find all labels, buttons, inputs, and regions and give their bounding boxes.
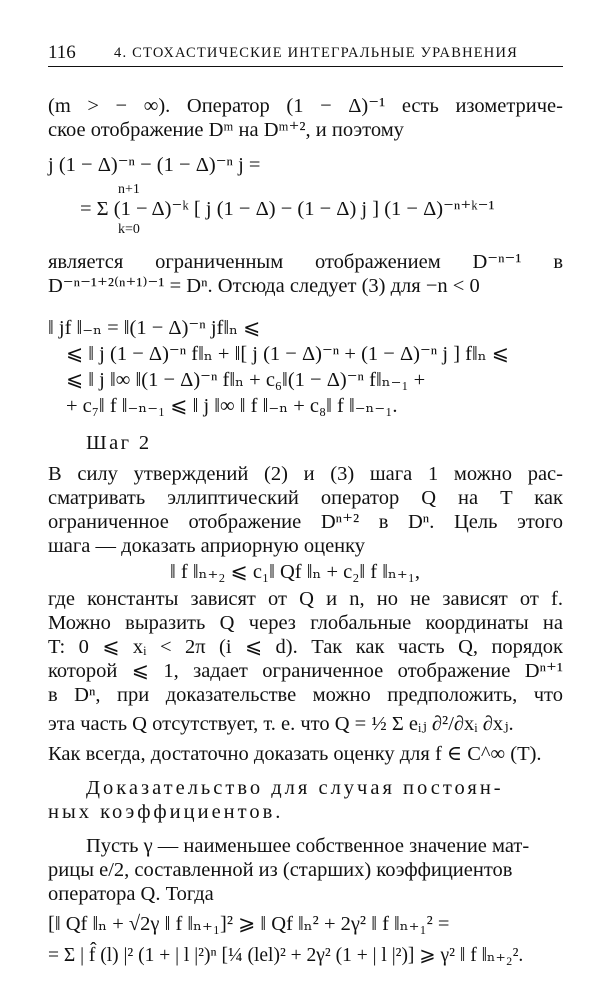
sum-upper-limit: n+1 (118, 182, 140, 197)
text-line: оператора Q. Тогда (48, 883, 214, 905)
subsection-heading: ных коэффициентов. (48, 801, 284, 823)
text-line: Пусть γ — наименьшее собственное значение мат- (86, 835, 530, 857)
formula-line: ‖ jf ‖₋ₙ = ‖(1 − Δ)⁻ⁿ jf‖ₙ ⩽ (48, 317, 261, 339)
text-line: рицы e/2, составленной из (старших) коэффициентов (48, 859, 513, 881)
text-line: ское отображение Dᵐ на Dᵐ⁺², и поэтому (48, 119, 404, 141)
formula-line: = Σ (1 − Δ)⁻ᵏ [ j (1 − Δ) − (1 − Δ) j ] (1 − Δ)⁻ⁿ⁺ᵏ⁻¹ (80, 198, 495, 220)
text-line: является ограниченным отображением D⁻ⁿ⁻¹ в (48, 251, 563, 273)
running-header (48, 40, 563, 67)
text-line: ограниченное отображение Dⁿ⁺² в Dⁿ. Цель этого (48, 511, 563, 533)
text-line: В силу утверждений (2) и (3) шага 1 можно рас- (48, 463, 563, 485)
text-line: в Dⁿ, при доказательстве можно предположить, что (48, 684, 563, 706)
text-line: D⁻ⁿ⁻¹⁺²⁽ⁿ⁺¹⁾⁻¹ = Dⁿ. Отсюда следует (3) для −n < 0 (48, 275, 480, 297)
formula-line: j (1 − Δ)⁻ⁿ − (1 − Δ)⁻ⁿ j = (48, 154, 261, 176)
text-line: шага — доказать априорную оценку (48, 535, 366, 557)
formula-line: ⩽ ‖ j (1 − Δ)⁻ⁿ f‖ₙ + ‖[ j (1 − Δ)⁻ⁿ + (1 − Δ)⁻ⁿ j ] f‖ₙ ⩽ (66, 343, 509, 365)
page-number: 116 (48, 42, 76, 63)
text-line: эта часть Q отсутствует, т. е. что Q = ½ Σ eᵢⱼ ∂²/∂xᵢ ∂xⱼ. (48, 713, 514, 735)
formula-line: = Σ | f̂ (l) |² (1 + | l |²)ⁿ [¼ (lel)² + 2γ² (1 + | l |²)] ⩾ γ² ‖ f ‖ₙ₊₂². (48, 945, 524, 966)
formula-line: ⩽ ‖ j ‖∞ ‖(1 − Δ)⁻ⁿ f‖ₙ + c₆‖(1 − Δ)⁻ⁿ f‖ₙ₋₁ + (66, 369, 426, 391)
text-line: где константы зависят от Q и n, но не зависят от f. (48, 588, 563, 610)
formula-line: + c₇‖ f ‖₋ₙ₋₁ ⩽ ‖ j ‖∞ ‖ f ‖₋ₙ + c₈‖ f ‖₋ₙ₋₁. (66, 395, 398, 417)
formula-line: ‖ f ‖ₙ₊₂ ⩽ c₁‖ Qf ‖ₙ + c₂‖ f ‖ₙ₊₁, (170, 561, 420, 583)
text-line: сматривать эллиптический оператор Q на T как (48, 487, 563, 509)
text-line: которой ⩽ 1, задает ограниченное отображение Dⁿ⁺¹ (48, 660, 563, 682)
formula-line: [‖ Qf ‖ₙ + √2γ ‖ f ‖ₙ₊₁]² ⩾ ‖ Qf ‖ₙ² + 2γ² ‖ f ‖ₙ₊₁² = (48, 913, 450, 935)
text-line: T: 0 ⩽ xᵢ < 2π (i ⩽ d). Так как часть Q, порядок (48, 636, 563, 658)
subsection-heading: Доказательство для случая постоян- (86, 777, 504, 799)
running-title: 4. СТОХАСТИЧЕСКИЕ ИНТЕГРАЛЬНЫЕ УРАВНЕНИЯ (114, 45, 519, 61)
sum-lower-limit: k=0 (118, 222, 140, 237)
text-line: Как всегда, достаточно доказать оценку для f ∈ C^∞ (T). (48, 743, 542, 765)
text-line: (m > − ∞). Оператор (1 − Δ)⁻¹ есть изометриче- (48, 95, 563, 117)
text-line: Можно выразить Q через глобальные координаты на (48, 612, 563, 634)
section-heading: Шаг 2 (86, 432, 152, 454)
